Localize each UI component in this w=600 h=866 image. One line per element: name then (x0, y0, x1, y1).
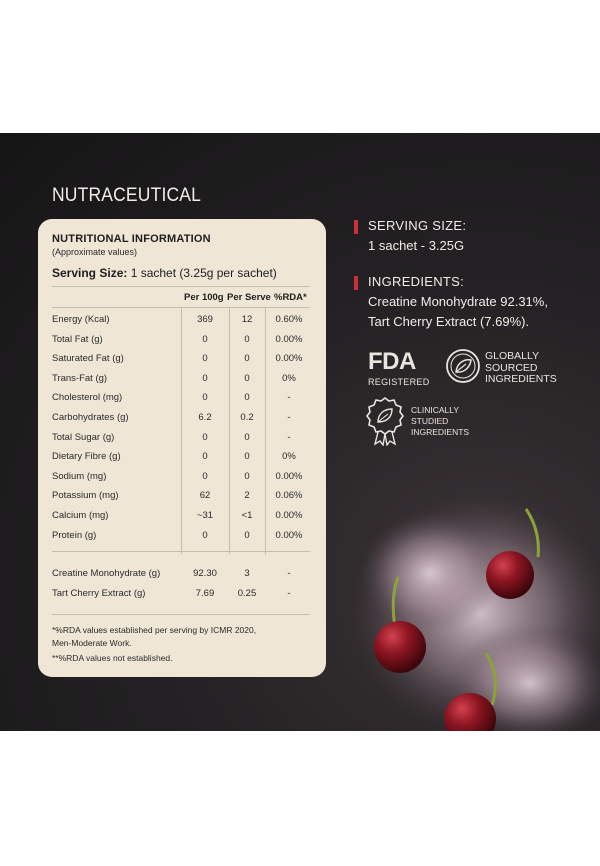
nutrient-name: Cholesterol (mg) (52, 392, 123, 404)
table-row (38, 330, 326, 350)
rda-value: - (287, 587, 291, 599)
rda-value: - (287, 431, 291, 443)
table-row (38, 369, 326, 389)
leaf-globe-icon (445, 348, 481, 384)
serving-text: 1 sachet - 3.25G (368, 238, 465, 253)
nutrient-name: Saturated Fat (g) (52, 353, 124, 365)
per-100g-value: 6.2 (198, 412, 212, 423)
per-serve-value: 0 (244, 392, 250, 404)
globally-sourced-label (485, 351, 557, 386)
badge-line: SOURCED (485, 361, 538, 374)
badge-line: INGREDIENTS (411, 427, 470, 437)
per-100g-value: 92.30 (193, 568, 217, 579)
table-row (38, 506, 326, 526)
ingredient-line-1: Creatine Monohydrate 92.31%, (368, 294, 548, 309)
powder-splash-image (330, 433, 600, 731)
ingredient-line-2: Tart Cherry Extract (7.69%). (368, 314, 530, 329)
badge-line: STUDIED (411, 416, 449, 426)
per-serve-value: 0 (244, 431, 250, 443)
col-per-100g: Per 100g (184, 292, 224, 303)
rda-value: - (287, 568, 291, 579)
table-row (38, 486, 326, 506)
rda-value: - (287, 392, 291, 404)
nutrient-name: Tart Cherry Extract (g) (52, 587, 146, 599)
badge-line: CLINICALLY (411, 405, 460, 415)
per-100g-value: 0 (202, 451, 208, 463)
rda-value: 0.60% (275, 314, 303, 325)
fda-logo (368, 348, 416, 376)
nutrient-name: Creatine Monohydrate (g) (52, 568, 161, 579)
footnote-rda-line2: Men-Moderate Work. (52, 638, 132, 648)
per-100g-value: 0 (202, 392, 208, 404)
card-subtitle: (Approximate values) (52, 247, 138, 257)
nutrient-name: Protein (g) (52, 529, 97, 541)
col-rda: %RDA* (274, 292, 307, 303)
per-serve-value: 0.2 (240, 412, 254, 423)
rda-value: 0% (282, 372, 296, 384)
table-row (38, 310, 326, 330)
per-100g-value: 0 (202, 353, 208, 365)
rda-value: 0% (282, 451, 296, 463)
table-row (38, 447, 326, 467)
table-row (38, 564, 326, 584)
nutrition-card (38, 219, 326, 677)
nutrient-name: Total Fat (g) (52, 333, 103, 345)
brand-title: NUTRACEUTICAL (52, 185, 202, 206)
per-serve-value: 0 (244, 372, 250, 384)
per-serve-value: 0 (244, 470, 250, 482)
per-serve-value: 0.25 (237, 587, 257, 599)
per-100g-value: 7.69 (195, 587, 215, 599)
divider (52, 614, 310, 615)
per-serve-value: 2 (244, 490, 250, 502)
table-row (38, 467, 326, 487)
nutrient-name: Total Sugar (g) (52, 431, 115, 443)
accent-bar (354, 276, 358, 290)
table-row (38, 388, 326, 408)
nutrient-name: Dietary Fibre (g) (52, 451, 121, 463)
per-serve-value: 0 (244, 451, 250, 463)
badge-line: GLOBALLY (485, 350, 540, 362)
per-100g-value: 0 (202, 529, 208, 541)
per-100g-value: 0 (202, 431, 208, 443)
serving-label: Serving Size: (52, 266, 128, 280)
per-serve-value: 12 (241, 314, 253, 325)
col-per-serve: Per Serve (227, 292, 271, 303)
per-100g-value: 0 (202, 470, 208, 482)
rda-value: 0.00% (275, 333, 303, 345)
accent-bar (354, 220, 358, 234)
table-row (38, 584, 326, 604)
footnote-not-established: **%RDA values not established. (52, 653, 173, 663)
footnote-rda-line1: *%RDA values established per serving by ICMR 2020, (52, 625, 257, 635)
per-serve-value: 0 (244, 353, 250, 365)
per-100g-value: 369 (197, 314, 213, 325)
nutrient-name: Trans-Fat (g) (52, 372, 108, 384)
nutrient-name: Energy (Kcal) (52, 314, 110, 325)
rda-value: 0.00% (275, 353, 303, 365)
divider (52, 551, 310, 552)
per-serve-value: 3 (244, 568, 250, 579)
serving-value: 1 sachet (3.25g per sachet) (127, 266, 277, 280)
table-row (38, 526, 326, 546)
table-row (38, 349, 326, 369)
rda-value: - (287, 412, 291, 423)
product-panel (0, 133, 600, 731)
divider (52, 286, 310, 287)
per-100g-value: 0 (202, 333, 208, 345)
per-100g-value: ~31 (196, 510, 214, 521)
table-row (38, 428, 326, 448)
ingredients-heading: INGREDIENTS: (368, 274, 465, 289)
nutrient-name: Potassium (mg) (52, 490, 119, 502)
serving-heading: SERVING SIZE: (368, 218, 467, 233)
per-serve-value: <1 (241, 510, 253, 521)
per-100g-value: 0 (202, 372, 208, 384)
nutrient-name: Sodium (mg) (52, 470, 107, 482)
rda-value: 0.00% (275, 510, 303, 521)
table-row (38, 408, 326, 428)
rda-value: 0.00% (275, 529, 303, 541)
badge-line: INGREDIENTS (485, 373, 557, 385)
nutrient-name: Carbohydrates (g) (52, 412, 129, 423)
rda-value: 0.06% (275, 490, 303, 502)
fda-word: FDA (368, 348, 416, 375)
per-serve-value: 0 (244, 333, 250, 345)
per-serve-value: 0 (244, 529, 250, 541)
per-100g-value: 62 (199, 490, 211, 502)
fda-registered-label: REGISTERED (368, 377, 430, 387)
rda-value: 0.00% (275, 470, 303, 482)
card-title: NUTRITIONAL INFORMATION (52, 233, 211, 245)
serving-size-line (52, 266, 277, 280)
nutrient-name: Calcium (mg) (52, 510, 109, 521)
